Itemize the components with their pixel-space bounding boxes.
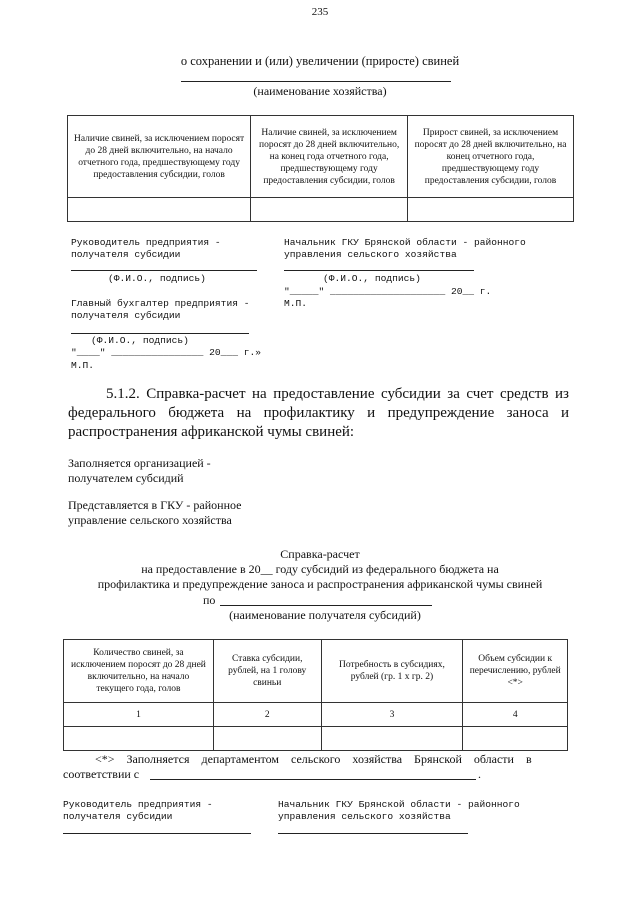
table2-header-need: Потребность в субсидиях, рублей (гр. 1 x гр. 2) bbox=[321, 640, 463, 703]
table2-cell-amount[interactable] bbox=[463, 727, 568, 751]
farm-name-caption: (наименование хозяйства) bbox=[253, 84, 387, 98]
table1-cell-growth[interactable] bbox=[408, 198, 574, 222]
table2-col-number: 4 bbox=[463, 703, 568, 727]
footnote-end: . bbox=[478, 767, 481, 781]
footnote-line-2: соответствии с bbox=[63, 767, 140, 781]
recipient-caption: (наименование получателя субсидий) bbox=[229, 608, 421, 622]
form-po-label: по bbox=[203, 593, 216, 607]
table2-header-amount: Объем субсидии к перечислению, рублей <*> bbox=[463, 640, 568, 703]
table2-col-number: 2 bbox=[213, 703, 321, 727]
filled-by-note: Заполняется организацией - получателем субсидий bbox=[68, 456, 211, 485]
table2-header-count: Количество свиней, за исключением поросят до 28 дней включительно, на начало текущего года, голов bbox=[64, 640, 214, 703]
table1-cell-start[interactable] bbox=[68, 198, 251, 222]
sig1-head-line bbox=[71, 270, 257, 271]
sig1-right-fio: (Ф.И.О., подпись) bbox=[323, 273, 421, 284]
recipient-name-line bbox=[220, 605, 432, 606]
sig1-head-fio: (Ф.И.О., подпись) bbox=[108, 273, 206, 284]
form-title: Справка-расчет bbox=[280, 547, 360, 561]
sig1-right-line bbox=[284, 270, 474, 271]
livestock-table bbox=[67, 115, 574, 222]
sig1-right-stamp: М.П. bbox=[284, 298, 308, 309]
subsidy-calc-table bbox=[63, 639, 568, 751]
sig1-right-date: "_____" ____________________ 20__ г. bbox=[284, 286, 492, 297]
table1-header-growth: Прирост свиней, за исключением поросят до 28 дней включительно, на конец отчетного года, предшествующему году предоставления субсидии, голов bbox=[408, 116, 574, 198]
sig1-left-stamp: М.П. bbox=[71, 360, 95, 371]
table1-header-start: Наличие свиней, за исключением поросят до 28 дней включительно, на начало отчетного года, предшествующему году предоставления субсидии, голов bbox=[68, 116, 251, 198]
sig2-right-line bbox=[278, 833, 468, 834]
footnote-fill-line bbox=[150, 779, 476, 780]
sig2-left-line bbox=[63, 833, 251, 834]
sig1-acc-line bbox=[71, 333, 249, 334]
submitted-to-note: Представляется в ГКУ - районное управление сельского хозяйства bbox=[68, 498, 242, 527]
sig1-department-head: Начальник ГКУ Брянской области - районного управления сельского хозяйства bbox=[284, 237, 526, 260]
form-subtitle-1: на предоставление в 20__ году субсидий из федерального бюджета на bbox=[141, 562, 499, 576]
form-subtitle-2: профилактика и предупреждение заноса и распространения африканской чумы свиней bbox=[97, 577, 543, 591]
sig2-department-head: Начальник ГКУ Брянской области - районного управления сельского хозяйства bbox=[278, 799, 520, 822]
farm-name-line bbox=[181, 81, 451, 82]
table2-cell-need[interactable] bbox=[321, 727, 463, 751]
table2-col-number: 1 bbox=[64, 703, 214, 727]
sig1-left-date: "____" ________________ 20___ г.» bbox=[71, 347, 261, 358]
sig1-acc-fio: (Ф.И.О., подпись) bbox=[91, 335, 189, 346]
table2-col-number: 3 bbox=[321, 703, 463, 727]
footnote-line-1: <*> Заполняется департаментом сельского хозяйства Брянской области в bbox=[95, 752, 532, 766]
table2-cell-count[interactable] bbox=[64, 727, 214, 751]
table1-header-end: Наличие свиней, за исключением поросят до 28 дней включительно, на конец года отчетного года, предшествующему году предоставления субсидии, голов bbox=[251, 116, 408, 198]
table2-header-rate: Ставка субсидии, рублей, на 1 голову свиньи bbox=[213, 640, 321, 703]
sig1-chief-accountant: Главный бухгалтер предприятия - получателя субсидии bbox=[71, 298, 250, 321]
page-number: 235 bbox=[311, 6, 329, 18]
sig1-head-title: Руководитель предприятия - получателя субсидии bbox=[71, 237, 221, 260]
table2-cell-rate[interactable] bbox=[213, 727, 321, 751]
table1-cell-end[interactable] bbox=[251, 198, 408, 222]
report-title-line: о сохранении и (или) увеличении (приросте) свиней bbox=[180, 54, 460, 68]
sig2-head-title: Руководитель предприятия - получателя субсидии bbox=[63, 799, 213, 822]
section-heading: 5.1.2. Справка-расчет на предоставление субсидии за счет средств из федерального бюджета на профилактику и предупреждение заноса и распространения африканской чумы свиней: bbox=[68, 386, 569, 440]
